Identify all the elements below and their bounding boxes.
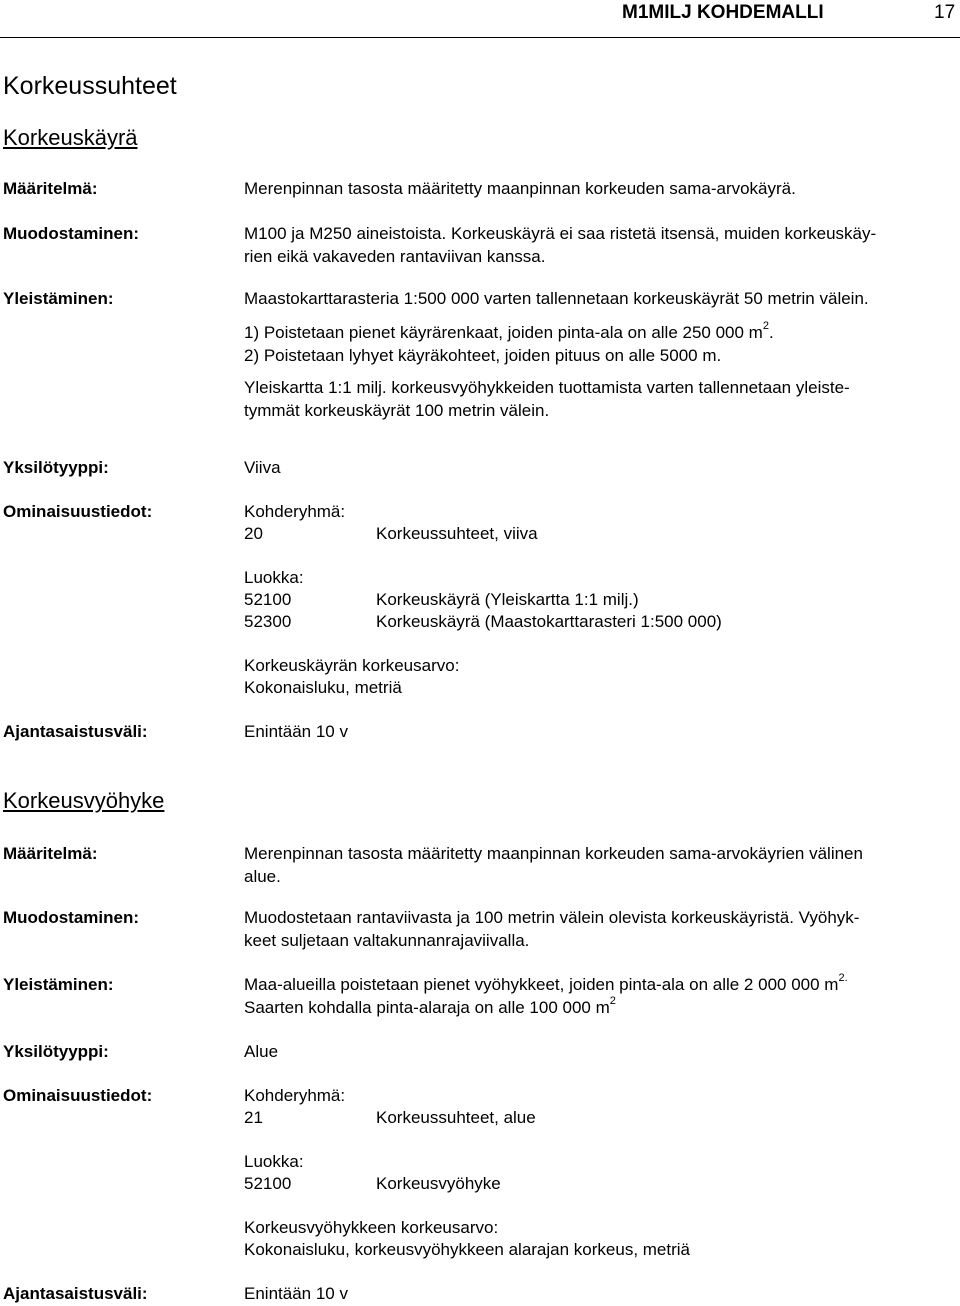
document-title: M1MILJ KOHDEMALLI: [622, 2, 824, 23]
label-ajantasaistusvali: Ajantasaistusväli:: [3, 722, 148, 741]
text: Saarten kohdalla pinta-alaraja on alle 100 000 m: [244, 998, 610, 1017]
kohderyhma-code: 20: [244, 524, 263, 543]
luokka-label: Luokka:: [244, 1152, 304, 1171]
luokka-code: 52100: [244, 590, 292, 609]
korkeusarvo-value: Kokonaisluku, korkeusvyöhykkeen alarajan korkeus, metriä: [244, 1240, 691, 1259]
text-line: [244, 996, 848, 1019]
value-maaritelma: [244, 842, 863, 888]
text-line: tymmät korkeuskäyrät 100 metrin välein.: [244, 401, 550, 420]
luokka-name: Korkeuskäyrä (Yleiskartta 1:1 milj.): [376, 590, 639, 609]
kohderyhma-name: Korkeussuhteet, alue: [376, 1108, 536, 1127]
text-line: [244, 973, 848, 996]
superscript: 2.: [838, 972, 848, 985]
superscript: 2: [762, 320, 769, 333]
section-heading-korkeuskayra: Korkeuskäyrä: [3, 125, 138, 150]
superscript: 2: [609, 995, 616, 1008]
text-line: keet suljetaan valtakunnanrajaviivalla.: [244, 931, 530, 950]
luokka-code: 52100: [244, 1174, 292, 1193]
label-yleistaminen: Yleistäminen:: [3, 975, 114, 994]
value-maaritelma: Merenpinnan tasosta määritetty maanpinnan korkeuden sama-arvokäyrä.: [244, 179, 796, 198]
text-line: Muodostetaan rantaviivasta ja 100 metrin välein olevista korkeuskäyristä. Vyöhyk-: [244, 908, 860, 927]
korkeusarvo-label: Korkeuskäyrän korkeusarvo:: [244, 656, 460, 675]
label-muodostaminen: Muodostaminen:: [3, 908, 139, 927]
label-yksilotyyppi: Yksilötyyppi:: [3, 1042, 109, 1061]
text: Maa-alueilla poistetaan pienet vyöhykkeet, joiden pinta-ala on alle 2 000 000 m: [244, 975, 839, 994]
kohderyhma-label: Kohderyhmä:: [244, 1086, 346, 1105]
text-line: Yleiskartta 1:1 milj. korkeusvyöhykkeiden tuottamista varten tallennetaan yleiste-: [244, 378, 850, 397]
label-muodostaminen: Muodostaminen:: [3, 224, 139, 243]
label-maaritelma: Määritelmä:: [3, 844, 98, 863]
text: .: [768, 323, 774, 342]
kohderyhma-name: Korkeussuhteet, viiva: [376, 524, 538, 543]
label-ominaisuustiedot: Ominaisuustiedot:: [3, 1086, 153, 1105]
text: 1) Poistetaan pienet käyrärenkaat, joiden pinta-ala on alle 250 000 m: [244, 323, 763, 342]
label-ajantasaistusvali: Ajantasaistusväli:: [3, 1284, 148, 1303]
value-ajantasaistusvali: Enintään 10 v: [244, 722, 348, 741]
value-yksilotyyppi: Viiva: [244, 458, 281, 477]
luokka-name: Korkeusvyöhyke: [376, 1174, 501, 1193]
luokka-code: 52300: [244, 612, 292, 631]
korkeusarvo-label: Korkeusvyöhykkeen korkeusarvo:: [244, 1218, 499, 1237]
generalization-step-1: [244, 321, 774, 344]
label-ominaisuustiedot: Ominaisuustiedot:: [3, 502, 153, 521]
value-muodostaminen: [244, 906, 859, 952]
korkeusarvo-value: Kokonaisluku, metriä: [244, 678, 402, 697]
label-yleistaminen: Yleistäminen:: [3, 289, 114, 308]
label-yksilotyyppi: Yksilötyyppi:: [3, 458, 109, 477]
section-heading-korkeusvyohyke: Korkeusvyöhyke: [3, 788, 165, 813]
chapter-heading: Korkeussuhteet: [3, 72, 177, 100]
kohderyhma-code: 21: [244, 1108, 263, 1127]
generalization-step-2: 2) Poistetaan lyhyet käyräkohteet, joiden pituus on alle 5000 m.: [244, 346, 722, 365]
kohderyhma-label: Kohderyhmä:: [244, 502, 346, 521]
text-line: M100 ja M250 aineistoista. Korkeuskäyrä ei saa ristetä itsensä, muiden korkeuskäy-: [244, 224, 877, 243]
value-ajantasaistusvali: Enintään 10 v: [244, 1284, 348, 1303]
label-maaritelma: Määritelmä:: [3, 179, 98, 198]
text-line: Merenpinnan tasosta määritetty maanpinnan korkeuden sama-arvokäyrien välinen: [244, 844, 863, 863]
text-line: rien eikä vakaveden rantaviivan kanssa.: [244, 247, 546, 266]
header-rule: [0, 37, 960, 38]
value-yleistaminen: [244, 973, 848, 1019]
value-yleistaminen: Maastokarttarasteria 1:500 000 varten tallennetaan korkeuskäyrät 50 metrin välein.: [244, 289, 869, 308]
luokka-name: Korkeuskäyrä (Maastokarttarasteri 1:500 000): [376, 612, 722, 631]
value-yleiskartta: [244, 376, 850, 422]
text-line: alue.: [244, 867, 281, 886]
value-yksilotyyppi: Alue: [244, 1042, 279, 1061]
luokka-label: Luokka:: [244, 568, 304, 587]
page-number: 17: [934, 2, 956, 23]
value-muodostaminen: [244, 222, 876, 268]
